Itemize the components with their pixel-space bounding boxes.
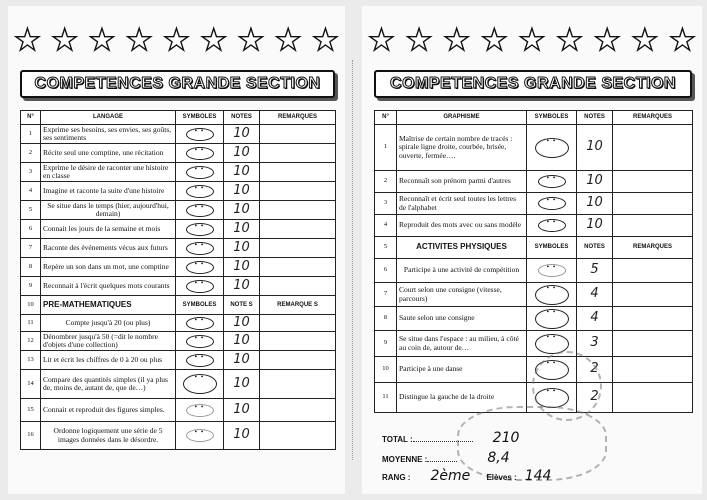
- row-num: 9: [21, 277, 41, 296]
- smiley-icon: [535, 138, 569, 158]
- row-text: Exprime le désire de raconter une histoire en classe: [41, 163, 176, 182]
- page-title: COMPETENCES GRANDE SECTION: [34, 75, 321, 92]
- smiley-icon: [538, 197, 566, 210]
- section-notes: NOTES: [577, 237, 613, 259]
- smiley-icon: [535, 309, 569, 329]
- skills-table-right: [374, 110, 693, 413]
- row-remark: [260, 201, 336, 220]
- row-num: 4: [21, 182, 41, 201]
- star-icon: ★: [274, 23, 302, 58]
- row-note: 10: [224, 163, 260, 182]
- star-icon: ★: [443, 23, 471, 58]
- smiley-icon: [186, 166, 214, 179]
- section-header: [375, 237, 693, 259]
- table-row: [21, 201, 336, 220]
- total-label: TOTAL: [382, 435, 408, 444]
- smiley-icon: [183, 374, 217, 394]
- row-note: 4: [577, 307, 613, 331]
- star-icon: ★: [556, 23, 584, 58]
- row-remark: [613, 307, 693, 331]
- row-num: 16: [21, 422, 41, 450]
- table-row: [21, 422, 336, 450]
- table-row: [21, 258, 336, 277]
- row-num: 4: [375, 215, 397, 237]
- star-icon: ★: [480, 23, 508, 58]
- star-icon: ★: [312, 23, 339, 58]
- table-row: [21, 332, 336, 351]
- col-num: N°: [375, 111, 397, 125]
- col-notes: NOTES: [224, 111, 260, 125]
- row-text: Imagine et raconte la suite d'une histoire: [41, 182, 176, 201]
- table-row: [21, 144, 336, 163]
- row-note: 2: [577, 383, 613, 413]
- table-header: [375, 111, 693, 125]
- row-text: Distingue la gauche de la droite: [397, 383, 527, 413]
- rang-label: RANG: [382, 473, 406, 482]
- col-num: N°: [21, 111, 41, 125]
- row-text: Participe à une activité de compétition: [397, 259, 527, 283]
- row-note: 4: [577, 283, 613, 307]
- moyenne-value: 8,4: [487, 450, 510, 466]
- row-note: 10: [224, 125, 260, 144]
- row-note: 10: [224, 277, 260, 296]
- row-num: 6: [21, 220, 41, 239]
- smiley-icon: [186, 261, 214, 274]
- row-num: 1: [21, 125, 41, 144]
- eleves-label: Elèves: [486, 473, 512, 482]
- row-note: 10: [224, 201, 260, 220]
- smiley-icon: [186, 242, 214, 255]
- row-note: 5: [577, 259, 613, 283]
- row-remark: [260, 163, 336, 182]
- row-text: Connait les jours de la semaine et mois: [41, 220, 176, 239]
- row-remark: [613, 215, 693, 237]
- row-text: Récite seul une comptine, une récitation: [41, 144, 176, 163]
- star-icon: ★: [163, 23, 190, 58]
- section-title: ACTIVITES PHYSIQUES: [397, 237, 527, 259]
- row-text: Reproduit des mots avec ou sans modèle: [397, 215, 527, 237]
- row-text: Connait et reproduit des figures simples.: [41, 399, 176, 422]
- moyenne-line: MOYENNE : 8,4: [382, 450, 510, 466]
- table-row: [375, 125, 693, 171]
- smiley-icon: [535, 285, 569, 305]
- star-icon: ★: [51, 23, 79, 58]
- table-row: [375, 283, 693, 307]
- row-num: 10: [375, 357, 397, 383]
- smiley-icon: [186, 204, 214, 217]
- row-text: Court selon une consigne (vitesse, parcours): [397, 283, 527, 307]
- row-text: Repère un son dans un mot, une comptine: [41, 258, 176, 277]
- row-text: Dénombrer jusqu'à 50 (=dit le nombre d'objets d'une collection): [41, 332, 176, 351]
- title-banner: [20, 70, 335, 98]
- table-header: [21, 111, 336, 125]
- row-text: Reconnaît son prénom parmi d'autres: [397, 171, 527, 193]
- row-text: Se situe dans l'espace : au milieu, à côté au coin de, autour de…: [397, 331, 527, 357]
- row-note: 10: [577, 193, 613, 215]
- star-icon: ★: [200, 23, 228, 58]
- eleves-value: 144: [524, 468, 552, 484]
- smiley-icon: [186, 280, 214, 293]
- row-note: 10: [577, 125, 613, 171]
- row-text: Exprime ses besoins, ses envies, ses goûts, ses sentiments: [41, 125, 176, 144]
- smiley-icon: [186, 317, 214, 330]
- row-num: 11: [375, 383, 397, 413]
- table-row: [375, 259, 693, 283]
- star-icon: ★: [593, 23, 621, 58]
- star-icon: ★: [237, 23, 265, 58]
- section-header: [21, 296, 336, 315]
- row-num: 7: [21, 239, 41, 258]
- col-notes: NOTES: [577, 111, 613, 125]
- star-icon: ★: [88, 23, 116, 58]
- row-num: 14: [21, 370, 41, 399]
- row-num: 8: [375, 307, 397, 331]
- row-num: 11: [21, 315, 41, 332]
- section-remarks: REMARQUES: [613, 237, 693, 259]
- row-note: 10: [224, 220, 260, 239]
- row-remark: [260, 125, 336, 144]
- star-icon: ★: [368, 23, 395, 58]
- row-num: 6: [375, 259, 397, 283]
- row-num: 15: [21, 399, 41, 422]
- row-remark: [260, 258, 336, 277]
- smiley-icon: [538, 264, 566, 277]
- row-remark: [613, 283, 693, 307]
- row-remark: [613, 259, 693, 283]
- col-remarks: REMARQUES: [613, 111, 693, 125]
- table-row: [21, 399, 336, 422]
- smiley-icon: [538, 219, 566, 232]
- title-banner: [374, 70, 692, 98]
- row-remark: [260, 315, 336, 332]
- row-num: 2: [375, 171, 397, 193]
- smiley-icon: [186, 128, 214, 141]
- row-num: 7: [375, 283, 397, 307]
- smiley-icon: [186, 335, 214, 348]
- smiley-icon: [186, 429, 214, 442]
- star-icon: ★: [669, 23, 696, 58]
- smiley-icon: [186, 354, 214, 367]
- col-remarks: REMARQUES: [260, 111, 336, 125]
- row-note: 10: [224, 370, 260, 399]
- section-num: 10: [21, 296, 41, 315]
- row-text: Saute selon une consigne: [397, 307, 527, 331]
- section-symbols: SYMBOLES: [176, 296, 224, 315]
- row-text: Se situe dans le temps (hier, aujourd'hui, demain): [41, 201, 176, 220]
- row-remark: [260, 351, 336, 370]
- col-domain: GRAPHISME: [397, 111, 527, 125]
- table-row: [375, 331, 693, 357]
- star-icon: ★: [125, 23, 153, 58]
- row-text: Reconnaît et écrit seul toutes les lettres de l'alphabet: [397, 193, 527, 215]
- row-text: Compare des quantités simples (il ya plus de, moins de, autant de, que de…): [41, 370, 176, 399]
- page-title: COMPETENCES GRANDE SECTION: [390, 75, 676, 92]
- table-row: [21, 182, 336, 201]
- row-text: Lit et écrit les chiffres de 0 à 20 ou plus: [41, 351, 176, 370]
- row-remark: [260, 144, 336, 163]
- row-text: Compte jusqu'à 20 (ou plus): [41, 315, 176, 332]
- section-remarks: REMARQUE S: [260, 296, 336, 315]
- row-num: 13: [21, 351, 41, 370]
- row-text: Participe à une danse: [397, 357, 527, 383]
- row-num: 12: [21, 332, 41, 351]
- row-remark: [613, 171, 693, 193]
- row-note: 10: [224, 399, 260, 422]
- row-num: 3: [375, 193, 397, 215]
- rang-value: 2ème: [430, 468, 471, 484]
- row-note: 10: [224, 144, 260, 163]
- table-row: [21, 277, 336, 296]
- skills-table-left: [20, 110, 336, 450]
- smiley-icon: [186, 147, 214, 160]
- row-note: 10: [224, 332, 260, 351]
- moyenne-label: MOYENNE: [382, 455, 423, 464]
- row-note: 10: [224, 239, 260, 258]
- total-value: 210: [492, 430, 520, 446]
- star-icon: ★: [405, 23, 433, 58]
- row-note: 10: [224, 182, 260, 201]
- row-note: 10: [577, 215, 613, 237]
- smiley-icon: [186, 223, 214, 236]
- star-icon: ★: [14, 23, 41, 58]
- section-symbols: SYMBOLES: [527, 237, 577, 259]
- row-remark: [613, 193, 693, 215]
- row-remark: [260, 399, 336, 422]
- star-icon: ★: [518, 23, 546, 58]
- row-num: 3: [21, 163, 41, 182]
- smiley-icon: [186, 185, 214, 198]
- row-note: 10: [224, 258, 260, 277]
- table-row: [21, 315, 336, 332]
- row-num: 5: [21, 201, 41, 220]
- star-row: [368, 24, 696, 58]
- row-note: 3: [577, 331, 613, 357]
- row-note: 10: [224, 315, 260, 332]
- row-remark: [260, 220, 336, 239]
- right-page: [362, 6, 702, 494]
- smiley-icon: [538, 175, 566, 188]
- row-remark: [613, 357, 693, 383]
- table-row: [375, 307, 693, 331]
- table-row: [21, 351, 336, 370]
- row-num: 1: [375, 125, 397, 171]
- row-note: 10: [577, 171, 613, 193]
- row-text: Ordonne logiquement une série de 5 images données dans le désordre.: [41, 422, 176, 450]
- table-row: [21, 163, 336, 182]
- table-row: [21, 125, 336, 144]
- col-domain: LANGAGE: [41, 111, 176, 125]
- table-row: [21, 370, 336, 399]
- row-remark: [260, 182, 336, 201]
- row-remark: [260, 332, 336, 351]
- row-note: 10: [224, 351, 260, 370]
- section-title: PRE-MATHEMATIQUES: [41, 296, 176, 315]
- section-num: 5: [375, 237, 397, 259]
- table-row: [375, 215, 693, 237]
- row-remark: [260, 239, 336, 258]
- row-num: 2: [21, 144, 41, 163]
- row-text: Reconnait à l'écrit quelques mots courants: [41, 277, 176, 296]
- table-row: [375, 171, 693, 193]
- row-note: 2: [577, 357, 613, 383]
- table-row: [21, 239, 336, 258]
- row-remark: [613, 383, 693, 413]
- row-num: 8: [21, 258, 41, 277]
- table-row: [375, 193, 693, 215]
- rang-line: RANG : 2ème Elèves : 144: [382, 468, 552, 484]
- col-symbols: SYMBOLES: [527, 111, 577, 125]
- table-row: [21, 220, 336, 239]
- row-note: 10: [224, 422, 260, 450]
- row-remark: [613, 331, 693, 357]
- col-symbols: SYMBOLES: [176, 111, 224, 125]
- row-text: Maîtrise de certain nombre de tracés : spirale ligne droite, courbée, brisée, ouverte, fermée….: [397, 125, 527, 171]
- total-line: TOTAL : 210: [382, 430, 520, 446]
- row-remark: [260, 370, 336, 399]
- section-notes: NOTE S: [224, 296, 260, 315]
- row-num: 9: [375, 331, 397, 357]
- left-page: [8, 6, 345, 494]
- star-row: [14, 24, 339, 58]
- row-remark: [260, 422, 336, 450]
- row-remark: [613, 125, 693, 171]
- smiley-icon: [186, 404, 214, 417]
- row-text: Raconte des événements vécus aux futurs: [41, 239, 176, 258]
- star-icon: ★: [631, 23, 659, 58]
- page-fold: [352, 60, 354, 460]
- row-remark: [260, 277, 336, 296]
